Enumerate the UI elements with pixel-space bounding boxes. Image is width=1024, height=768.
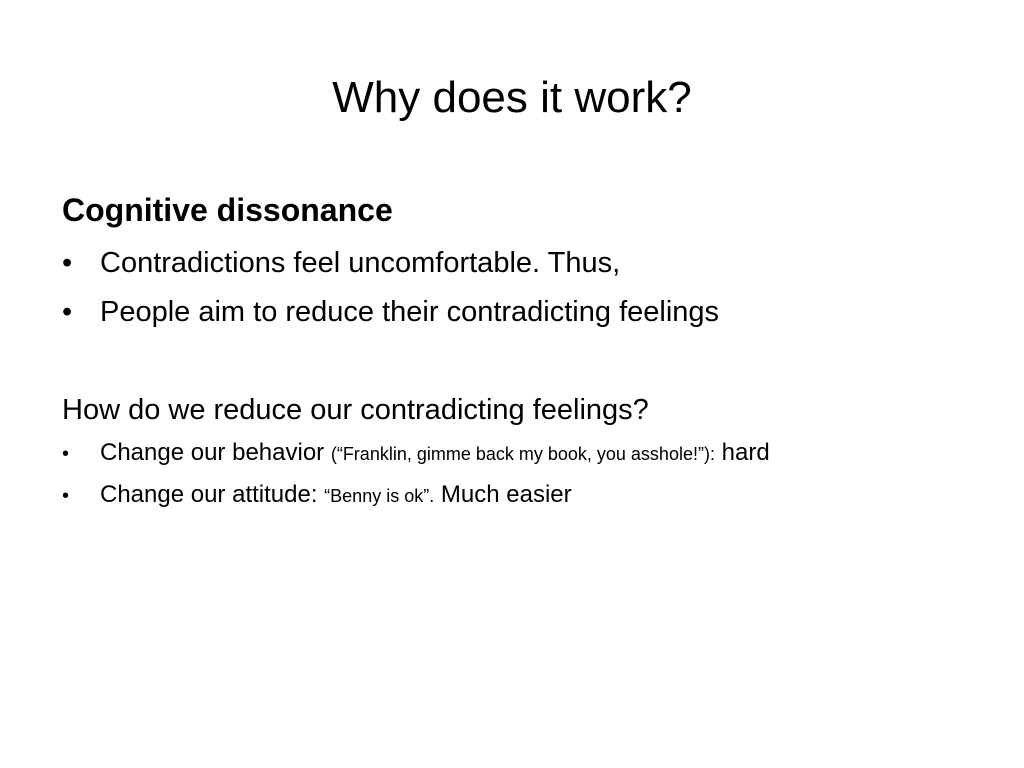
bullet-symbol: • (62, 296, 73, 328)
option-tail: Much easier (440, 481, 572, 508)
option-quote: (“Franklin, gimme back my book, you asshole!”): (330, 444, 715, 464)
option-bullet (62, 438, 770, 469)
bullet-symbol: • (62, 443, 70, 465)
bullet-text: People aim to reduce their contradicting feelings (100, 296, 720, 328)
bullet-text: Contradictions feel uncomfortable. Thus, (100, 247, 621, 279)
section-heading: Cognitive dissonance (62, 192, 393, 228)
option-bullet (62, 480, 572, 511)
option-main-text: Change our attitude: (100, 481, 318, 508)
option-tail: hard (721, 439, 770, 466)
question-text: How do we reduce our contradicting feelings? (62, 394, 649, 426)
slide-title: Why does it work? (332, 73, 692, 122)
option-main-text: Change our behavior (100, 439, 325, 466)
bullet-symbol: • (62, 247, 73, 279)
bullet-point (62, 245, 620, 281)
bullet-point (62, 294, 719, 330)
option-quote: “Benny is ok”. (324, 486, 435, 506)
bullet-symbol: • (62, 485, 70, 507)
